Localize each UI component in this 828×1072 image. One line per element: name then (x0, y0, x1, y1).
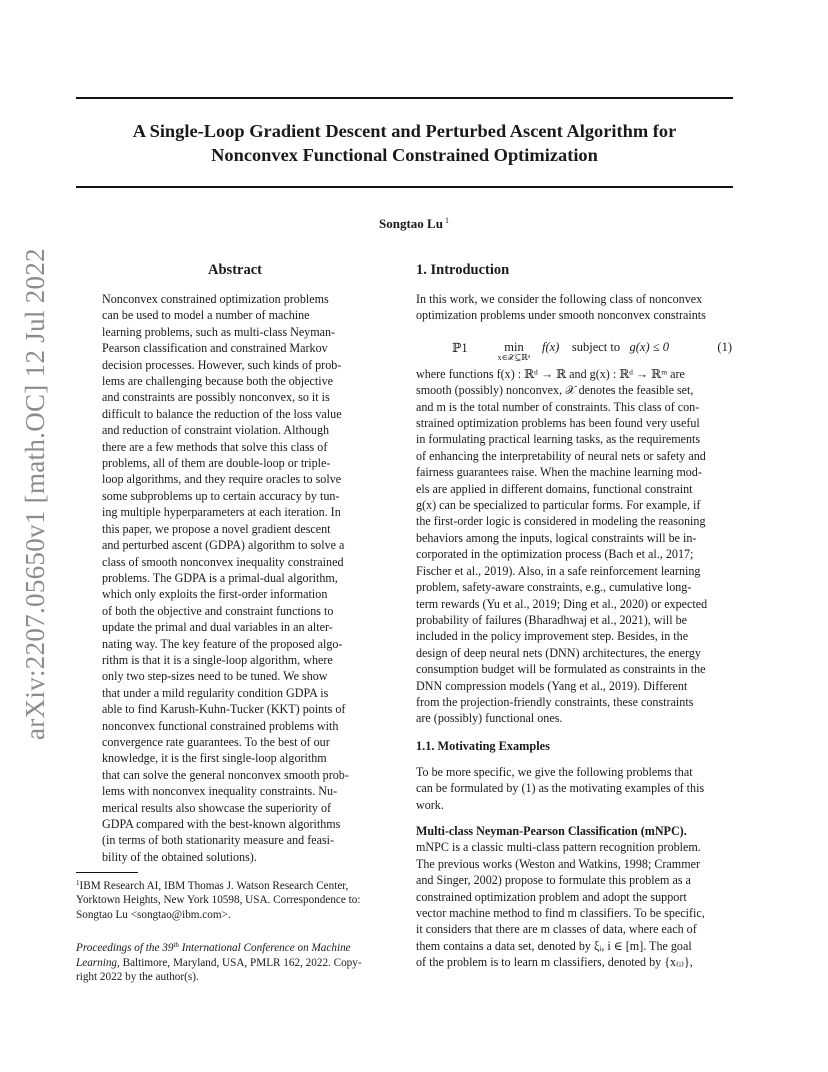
intro-body-line: g(x) can be specialized to particular forms. For example, if (416, 498, 701, 513)
title-line-1: A Single-Loop Gradient Descent and Perturbed Ascent Algorithm for (132, 121, 677, 141)
mnpc-line: of the problem is to learn m classifiers, denoted by {x₍ᵢ₎}, (416, 955, 693, 970)
mnpc-line: The previous works (Weston and Watkins, 1998; Crammer (416, 856, 700, 871)
introduction-intro (416, 291, 734, 324)
abstract-line: ing multiple hyperparameters at each iteration. In (102, 505, 341, 520)
paper-title (76, 119, 733, 167)
proceedings-suffix: International Conference on Machine (178, 942, 351, 955)
intro-body-line: fairness guarantees raise. When the machine learning mod- (416, 465, 702, 480)
equation-subject-to: subject to (571, 339, 621, 354)
abstract-line: and reduction of constraint violation. Although (102, 423, 330, 438)
intro-body-line: and m is the total number of constraints. This class of con- (416, 399, 700, 414)
author-line (0, 216, 828, 232)
motivating-examples-heading: 1.1. Motivating Examples (416, 738, 550, 753)
abstract-line: problems. The GDPA is a primal-dual algorithm, (102, 570, 338, 585)
intro-body-line: problem, safety-aware constraints, e.g., cumulative long- (416, 580, 692, 595)
intro-body-line: consumption budget will be formulated as constraints in the (416, 662, 706, 677)
title-line-2: Nonconvex Functional Constrained Optimization (211, 145, 598, 165)
abstract-line: which only exploits the first-order information (102, 587, 328, 602)
abstract-line: and perturbed ascent (GDPA) algorithm to solve a (102, 538, 345, 553)
motivating-line: To be more specific, we give the following problems that (416, 764, 693, 779)
intro-body-line: els are applied in different domains, functional constraint (416, 481, 693, 496)
equation-1 (416, 340, 734, 366)
mnpc-heading: Multi-class Neyman-Pearson Classification (mNPC). (416, 823, 687, 838)
equation-objective: f(x) (542, 339, 560, 354)
introduction-heading: 1. Introduction (416, 262, 510, 278)
title-top-rule (76, 97, 733, 99)
abstract-line: rithm is that it is a single-loop algorithm, where (102, 652, 333, 667)
intro-body-line: are (possibly) functional ones. (416, 711, 563, 726)
intro-line: optimization problems under smooth nonconvex constraints (416, 308, 706, 323)
proceedings-learning: Learning (76, 956, 118, 969)
abstract-line: loop algorithms, and they require oracles to solve (102, 472, 342, 487)
author-affiliation-mark: 1 (444, 216, 449, 225)
footnote-line (76, 876, 394, 893)
abstract-line: lems are challenging because both the objective (102, 374, 334, 389)
abstract-line: that can solve the general nonconvex smooth prob- (102, 767, 349, 782)
proceedings-note (76, 938, 394, 984)
intro-body-line: included in the policy improvement step. Besides, in the (416, 629, 689, 644)
footnote (76, 876, 394, 984)
intro-body-line: corporated in the optimization process (Bach et al., 2017; (416, 547, 694, 562)
footnote-mark: 1 (76, 879, 80, 887)
proceedings-line (76, 938, 394, 955)
abstract-line: class of smooth nonconvex inequality constrained (102, 554, 344, 569)
introduction-body (416, 366, 734, 727)
intro-body-line: smooth (possibly) nonconvex, 𝒳 denotes the feasible set, (416, 383, 694, 398)
author-name: Songtao Lu (379, 216, 443, 231)
mnpc-line: mNPC is a classic multi-class pattern recognition problem. (416, 840, 701, 855)
abstract-line: merical results also showcase the superiority of (102, 800, 332, 815)
intro-body-line: of enhancing the interpretability of neural nets or safety and (416, 448, 706, 463)
mnpc-line: it considers that there are m classes of data, where each of (416, 922, 697, 937)
mnpc-line: and Singer, 2002) propose to formulate this problem as a (416, 873, 691, 888)
abstract-line: convergence rate guarantees. To the best of our (102, 734, 330, 749)
proceedings-line (76, 956, 394, 970)
intro-line: In this work, we consider the following class of nonconvex (416, 292, 703, 306)
intro-body-line: behaviors among the inputs, logical constraints will be in- (416, 530, 697, 545)
equation-body (542, 340, 669, 355)
intro-body-line: Fischer et al., 2019). Also, in a safe reinforcement learning (416, 563, 701, 578)
motivating-line: can be formulated by (1) as the motivating examples of this (416, 781, 705, 796)
equation-min-word: min (504, 339, 524, 354)
equation-min-subscript: x∈𝒳⊆ℝᵈ (497, 352, 531, 362)
intro-body-line: the first-order logic is considered in modeling the reasoning (416, 514, 706, 529)
equation-number: (1) (717, 339, 732, 354)
footnote-text: IBM Research AI, IBM Thomas J. Watson Research Center, (79, 880, 349, 892)
abstract-line: and constraints are possibly nonconvex, so it is (102, 390, 330, 405)
abstract-line: Pearson classification and constrained Markov (102, 341, 328, 356)
abstract-body (102, 291, 364, 865)
proceedings-sup: th (173, 941, 179, 950)
abstract-line: difficult to balance the reduction of the loss value (102, 406, 342, 421)
right-column (416, 258, 734, 971)
abstract-heading: Abstract (208, 262, 262, 278)
abstract-line: nonconvex functional constrained problems with (102, 718, 339, 733)
abstract-line: GDPA compared with the best-known algorithms (102, 817, 341, 831)
abstract-line: nating way. The key feature of the proposed algo- (102, 636, 343, 651)
intro-body-line: from the projection-friendly constraints, these constraints (416, 694, 694, 709)
intro-body-line: in formulating practical learning tasks, as the requirements (416, 432, 701, 447)
abstract-line: bility of the obtained solutions). (102, 849, 257, 864)
footnote-line: Yorktown Heights, New York 10598, USA. Correspondence to: (76, 894, 361, 907)
mnpc-line: them contains a data set, denoted by ξᵢ, i ∈ [m]. The goal (416, 938, 692, 953)
intro-body-line: DNN compression models (Yang et al., 2019). Different (416, 678, 688, 693)
mnpc-paragraph (416, 823, 734, 971)
proceedings-line: right 2022 by the author(s). (76, 971, 199, 984)
abstract-line: only two step-sizes need to be tuned. We show (102, 669, 328, 684)
intro-body-line: design of deep neural nets (DNN) architectures, the energy (416, 645, 701, 660)
footnote-line: Songtao Lu <songtao@ibm.com>. (76, 908, 231, 921)
intro-body-line: probability of failures (Bharadhwaj et al., 2021), will be (416, 612, 688, 627)
abstract-line: lems with nonconvex inequality constraints. Nu- (102, 784, 338, 799)
title-bottom-rule (76, 186, 733, 188)
intro-body-line: strained optimization problems has been found very useful (416, 416, 700, 431)
abstract-line: able to find Karush-Kuhn-Tucker (KKT) points of (102, 702, 346, 717)
equation-label: ℙ1 (452, 340, 468, 355)
abstract-line: there are a few methods that solve this class of (102, 439, 328, 454)
intro-body-line: where functions f(x) : ℝᵈ → ℝ and g(x) : ℝᵈ → ℝᵐ are (416, 366, 685, 381)
abstract-line: Nonconvex constrained optimization problems (102, 292, 329, 306)
equation-constraint: g(x) ≤ 0 (629, 339, 669, 354)
abstract-line: knowledge, it is the first single-loop algorithm (102, 751, 327, 766)
abstract-line: (in terms of both stationarity measure and feasi- (102, 833, 335, 848)
abstract-line: decision processes. However, such kinds of prob- (102, 357, 342, 372)
abstract-line: can be used to model a number of machine (102, 308, 310, 323)
abstract-line: this paper, we propose a novel gradient descent (102, 521, 331, 536)
equation-min (494, 340, 534, 363)
mnpc-line: vector machine method to find m classifiers. To be specific, (416, 906, 705, 920)
proceedings-venue: , Baltimore, Maryland, USA, PMLR 162, 2022. Copy- (117, 956, 362, 969)
motivating-examples-body (416, 764, 734, 813)
abstract-line: update the primal and dual variables in an alter- (102, 620, 333, 635)
abstract-line: some subproblems up to certain accuracy by tun- (102, 488, 340, 503)
motivating-line: work. (416, 797, 444, 812)
abstract-line: learning problems, such as multi-class Neyman- (102, 324, 336, 339)
abstract-line: problems, all of them are double-loop or triple- (102, 456, 331, 471)
mnpc-line: constrained optimization problem and adopt the support (416, 889, 687, 904)
intro-body-line: term rewards (Yu et al., 2019; Ding et al., 2020) or expected (416, 596, 708, 611)
abstract-line: of both the objective and constraint functions to (102, 603, 334, 618)
proceedings-prefix: Proceedings of the 39 (76, 942, 174, 955)
footnote-rule (76, 872, 138, 873)
left-column (76, 258, 394, 865)
arxiv-stamp: arXiv:2207.05650v1 [math.OC] 12 Jul 2022 (20, 248, 50, 740)
abstract-line: that under a mild regularity condition GDPA is (102, 685, 329, 700)
